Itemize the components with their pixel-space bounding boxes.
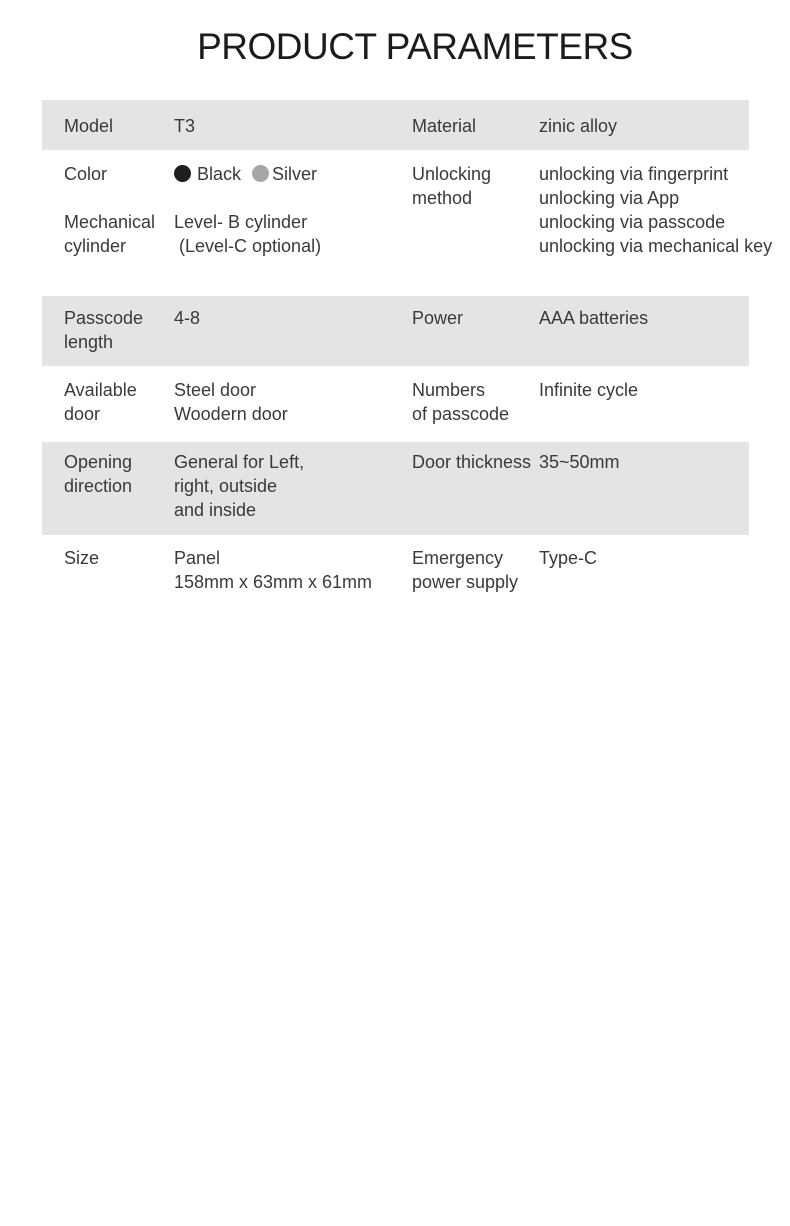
param-value-power: AAA batteries (539, 308, 649, 328)
param-label-unlocking-method (412, 162, 491, 210)
door-label-line1: Available (64, 380, 137, 400)
param-label-passcode-length (64, 306, 143, 354)
mechanical-label-line1: Mechanical (64, 212, 156, 232)
door-label-line2: door (64, 404, 101, 424)
param-label-material: Material (412, 116, 477, 136)
param-label-mechanical-cylinder (64, 210, 155, 258)
size-value-line2: 158mm x 63mm x 61mm (174, 572, 373, 592)
opening-label-line1: Opening (64, 452, 133, 472)
param-label-opening-direction (64, 450, 132, 498)
passcode-label-line2: length (64, 332, 114, 352)
opening-label-line2: direction (64, 476, 133, 496)
size-value-line1: Panel (174, 548, 221, 568)
unlocking-label-line1: Unlocking (412, 164, 492, 184)
color-black-label: Black (197, 164, 242, 184)
param-label-color: Color (64, 164, 108, 184)
param-value-mechanical-cylinder (174, 210, 321, 258)
param-value-passcode-length: 4-8 (174, 308, 201, 328)
param-value-numbers-of-passcode: Infinite cycle (539, 380, 639, 400)
numbers-label-line1: Numbers (412, 380, 486, 400)
param-label-emergency-power (412, 546, 518, 594)
black-color-swatch-icon (174, 165, 191, 182)
opening-value-line1: General for Left, (174, 452, 305, 472)
param-value-door-thickness: 35~50mm (539, 452, 620, 472)
color-silver-label: Silver (272, 164, 318, 184)
silver-color-swatch-icon (252, 165, 269, 182)
param-label-available-door (64, 378, 137, 426)
passcode-label-line1: Passcode (64, 308, 144, 328)
param-value-material: zinic alloy (539, 116, 618, 136)
param-value-color (174, 162, 317, 186)
param-value-emergency-power: Type-C (539, 548, 598, 568)
unlocking-label-line2: method (412, 188, 473, 208)
door-value-line2: Woodern door (174, 404, 288, 424)
param-row-size (42, 535, 749, 605)
page-title: PRODUCT PARAMETERS (197, 26, 633, 67)
param-label-door-thickness: Door thickness (412, 452, 532, 472)
unlock-method-item: unlocking via fingerprint (539, 164, 729, 184)
unlock-method-item: unlocking via mechanical key (539, 236, 773, 256)
param-row-passcode (42, 296, 749, 366)
param-label-model: Model (64, 116, 114, 136)
mechanical-value-line2: (Level-C optional) (174, 236, 322, 256)
param-row-model (42, 100, 749, 150)
param-label-numbers-of-passcode (412, 378, 509, 426)
param-label-power: Power (412, 308, 464, 328)
opening-value-line3: and inside (174, 500, 257, 520)
param-value-unlocking-method (539, 162, 772, 258)
numbers-label-line2: of passcode (412, 404, 510, 424)
param-value-opening-direction (174, 450, 304, 522)
mechanical-label-line2: cylinder (64, 236, 127, 256)
param-row-door (42, 366, 749, 442)
unlock-method-item: unlocking via passcode (539, 212, 726, 232)
param-row-color (42, 150, 773, 296)
param-row-opening (42, 442, 749, 535)
param-label-size: Size (64, 548, 100, 568)
emergency-label-line1: Emergency (412, 548, 504, 568)
param-value-size (174, 546, 372, 594)
mechanical-value-line1: Level- B cylinder (174, 212, 308, 232)
param-value-model: T3 (174, 116, 196, 136)
unlock-method-item: unlocking via App (539, 188, 680, 208)
door-value-line1: Steel door (174, 380, 257, 400)
opening-value-line2: right, outside (174, 476, 278, 496)
emergency-label-line2: power supply (412, 572, 519, 592)
param-value-available-door (174, 378, 288, 426)
